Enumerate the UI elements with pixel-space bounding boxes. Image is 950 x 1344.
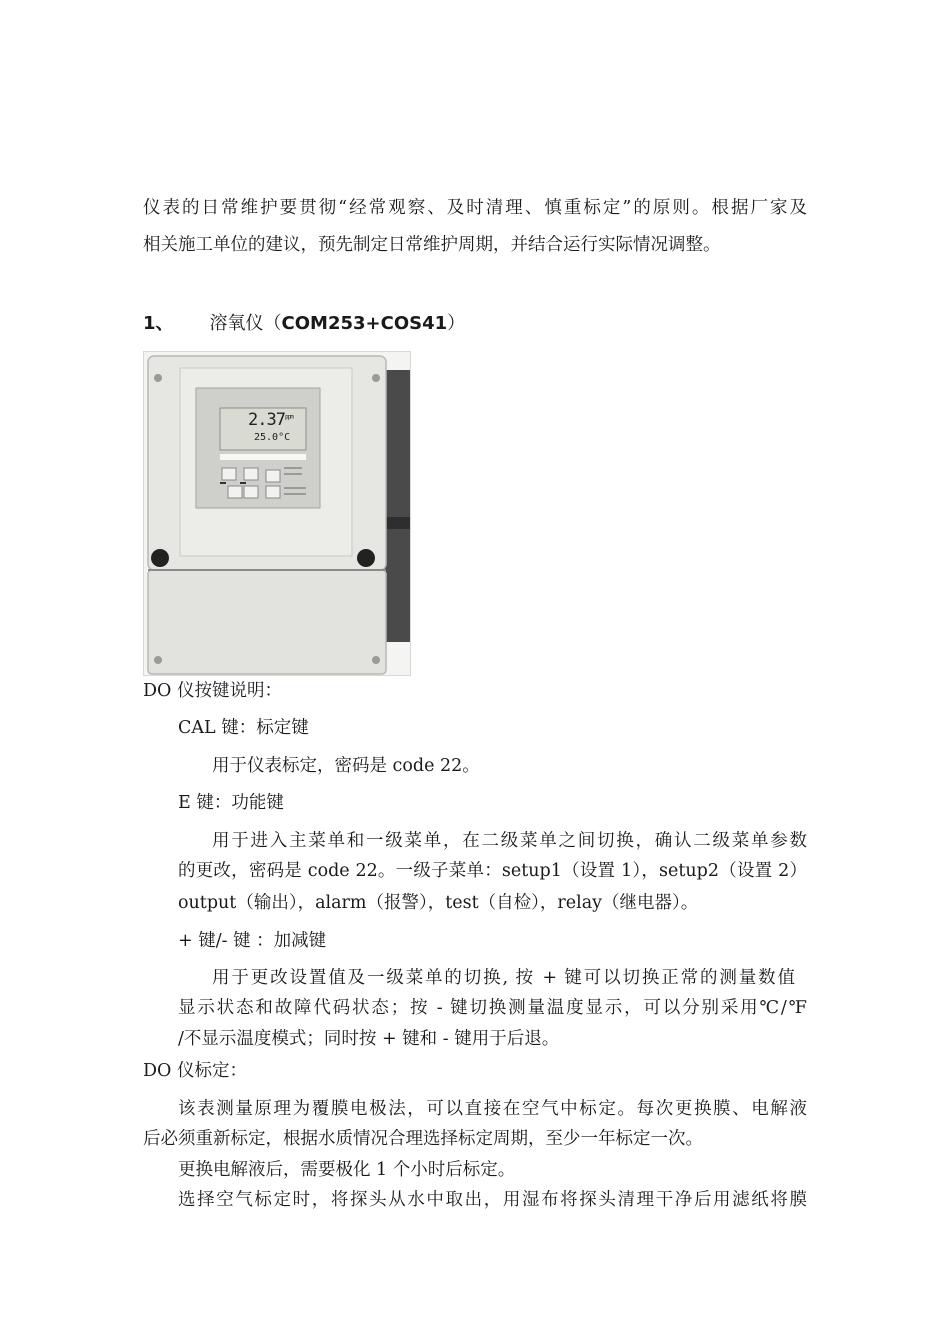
section-heading: [143, 312, 465, 336]
section-title-close: ）: [447, 313, 466, 334]
e-key-desc-1: 用于进入主菜单和一级菜单，在二级菜单之间切换，确认二级菜单参数: [212, 831, 807, 851]
pm-key-desc-1: 用于更改设置值及一级菜单的切换, 按 + 键可以切换正常的测量数值: [212, 968, 795, 988]
intro-line-2: 相关施工单位的建议，预先制定日常维护周期，并结合运行实际情况调整。: [143, 235, 721, 255]
section-number: 1、: [143, 313, 174, 334]
calibration-p3: 选择空气标定时，将探头从水中取出，用湿布将探头清理干净后用滤纸将膜: [178, 1190, 807, 1210]
pm-key-desc-2: 显示状态和故障代码状态；按 - 键切换测量温度显示，可以分别采用℃/℉: [178, 998, 807, 1018]
calibration-p1-line-1: 该表测量原理为覆膜电极法，可以直接在空气中标定。每次更换膜、电解液: [178, 1099, 807, 1119]
lcd-main-unit: ppm: [284, 413, 293, 421]
calibration-p2: 更换电解液后，需要极化 1 个小时后标定。: [178, 1160, 516, 1180]
lcd-main-value: $2.37^{ppm}$: [248, 410, 293, 430]
pm-key-desc-3: /不显示温度模式；同时按 + 键和 - 键用于后退。: [178, 1029, 560, 1049]
section-title: 溶氧仪（: [209, 313, 282, 334]
calibration-p1-line-2: 后必须重新标定，根据水质情况合理选择标定周期，至少一年标定一次。: [143, 1129, 703, 1149]
pm-key-title: + 键/- 键 ：加减键: [178, 931, 327, 951]
lcd-temp-value: 25.0°C: [254, 432, 291, 443]
calibration-heading: DO 仪标定：: [143, 1061, 247, 1081]
keys-heading: DO 仪按键说明：: [143, 681, 282, 701]
e-key-title: E 键：功能键: [178, 793, 284, 813]
instrument-photo: [143, 351, 411, 676]
e-key-desc-3: output（输出），alarm（报警），test（自检），relay（继电器）。: [178, 893, 699, 913]
cal-key-desc: 用于仪表标定，密码是 code 22。: [212, 756, 480, 776]
intro-line-1: 仪表的日常维护要贯彻“经常观察、及时清理、慎重标定”的原则。根据厂家及: [143, 198, 807, 218]
section-model: COM253+COS41: [281, 313, 448, 334]
e-key-desc-2: 的更改，密码是 code 22。一级子菜单：setup1（设置 1），setup2（设置 2）: [178, 861, 807, 881]
cal-key-title: CAL 键：标定键: [178, 718, 309, 738]
